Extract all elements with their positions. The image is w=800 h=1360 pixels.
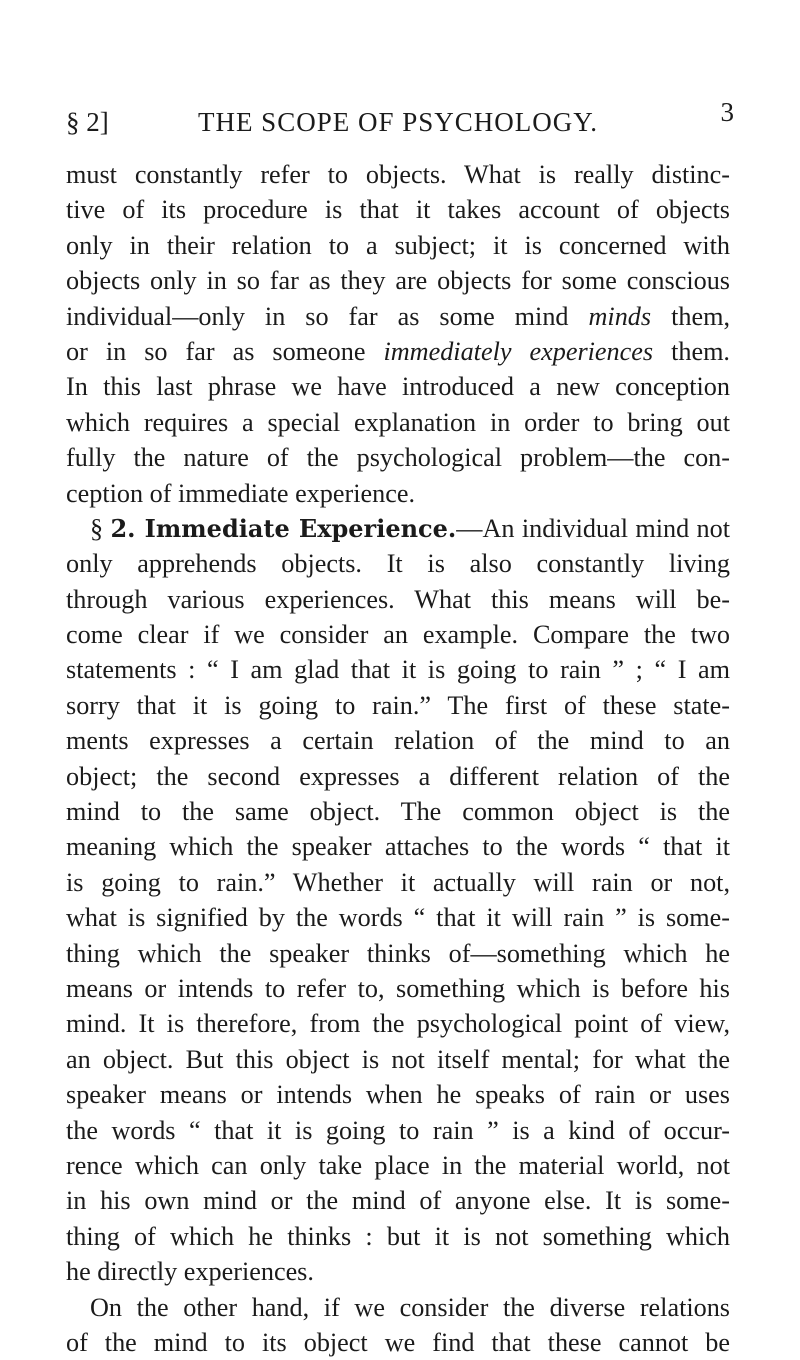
text-line: in his own mind or the mind of anyone else. It is some- bbox=[66, 1186, 730, 1216]
text-line: statements : “ I am glad that it is going to rain ” ; “ I am bbox=[66, 655, 730, 685]
text-line: only in their relation to a subject; it is concerned with bbox=[66, 230, 730, 260]
text-line: rence which can only take place in the material world, not bbox=[66, 1150, 730, 1180]
text-line: means or intends to refer to, something which is before his bbox=[66, 973, 730, 1003]
body-text bbox=[66, 157, 730, 1360]
text-line: On the other hand, if we consider the diverse relations bbox=[90, 1292, 730, 1322]
text-line: mind. It is therefore, from the psychological point of view, bbox=[66, 1009, 730, 1039]
text-line: or in so far as someone immediately experiences them. bbox=[66, 336, 730, 366]
text-line: object; the second expresses a different relation of the bbox=[66, 761, 730, 791]
section-heading-line: § 2. Immediate Experience.—An individual mind not bbox=[90, 513, 730, 543]
text-line: thing which the speaker thinks of—something which he bbox=[66, 938, 730, 968]
text-line: individual—only in so far as some mind minds them, bbox=[66, 301, 730, 331]
text-line: ception of immediate experience. bbox=[66, 478, 416, 508]
text-line: an object. But this object is not itself mental; for what the bbox=[66, 1044, 730, 1074]
emphasis-minds: minds bbox=[588, 301, 652, 331]
text-line: is going to rain.” Whether it actually will rain or not, bbox=[66, 867, 730, 897]
section-marker: § 2] bbox=[66, 107, 109, 137]
text-line: objects only in so far as they are objects for some conscious bbox=[66, 266, 730, 296]
text-line: In this last phrase we have introduced a new conception bbox=[66, 372, 730, 402]
text-line: thing of which he thinks : but it is not something which bbox=[66, 1221, 730, 1251]
page-number: 3 bbox=[720, 97, 734, 127]
text-line: what is signified by the words “ that it will rain ” is some- bbox=[66, 903, 730, 933]
text-line: tive of its procedure is that it takes account of objects bbox=[66, 195, 730, 225]
text-line: which requires a special explanation in order to bring out bbox=[66, 407, 730, 437]
text-line: meaning which the speaker attaches to the words “ that it bbox=[66, 832, 730, 862]
text-line: must constantly refer to objects. What is really distinc- bbox=[66, 160, 730, 189]
running-head bbox=[66, 97, 734, 140]
running-title: THE SCOPE OF PSYCHOLOGY. bbox=[197, 107, 599, 137]
text-line: through various experiences. What this means will be- bbox=[66, 584, 730, 614]
text-line: ments expresses a certain relation of the mind to an bbox=[66, 726, 730, 756]
section-heading: 2. Immediate Experience. bbox=[110, 513, 457, 543]
text-line: sorry that it is going to rain.” The first of these state- bbox=[66, 690, 730, 720]
text-line: mind to the same object. The common object is the bbox=[66, 797, 730, 827]
text-line: fully the nature of the psychological problem—the con- bbox=[66, 443, 730, 473]
text-line: speaker means or intends when he speaks of rain or uses bbox=[66, 1080, 730, 1110]
text-line: only apprehends objects. It is also constantly living bbox=[66, 549, 730, 579]
text-line: the words “ that it is going to rain ” is a kind of occur- bbox=[66, 1115, 730, 1145]
text-line: come clear if we consider an example. Compare the two bbox=[66, 620, 730, 650]
text-line: of the mind to its object we find that these cannot be bbox=[66, 1327, 730, 1357]
emphasis-immediately-experiences: immediately experiences bbox=[383, 336, 654, 366]
text-line: he directly experiences. bbox=[66, 1257, 314, 1287]
